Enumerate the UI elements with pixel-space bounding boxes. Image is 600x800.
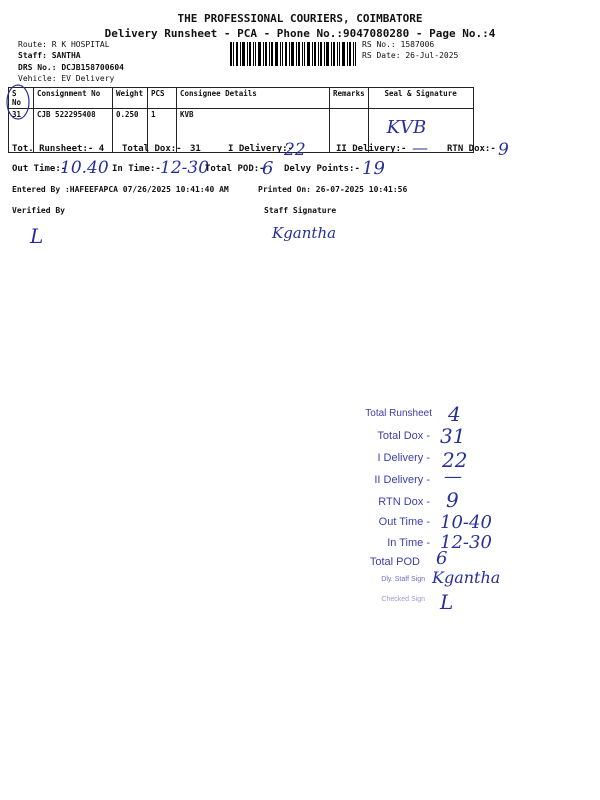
rs-number: RS No.: 1587006 [362,40,435,49]
ii-delivery-hand: — [412,138,428,157]
runsheet-subtitle: Delivery Runsheet - PCA - Phone No.:9047080280 - Page No.:4 [104,27,496,40]
stamp-label-i-delivery: I Delivery - [377,452,430,464]
barcode-image [230,42,356,66]
vehicle-text: Vehicle: EV Delivery [18,74,115,83]
staff-signature-hand: Kgantha [272,224,337,242]
total-pod-hand: 6 [262,158,274,179]
ii-delivery-label: II Delivery:- [336,144,407,154]
col-signature-header: Seal & Signature [368,88,473,109]
stamp-label-ii-delivery: II Delivery - [374,474,430,486]
printed-on: Printed On: 26-07-2025 10:41:56 [258,185,408,194]
entered-by: Entered By :HAFEEFAPCA 07/26/2025 10:41:40 AM [12,185,229,194]
total-pod-label: Total POD:- [205,164,265,174]
col-consignment-header: Consignment No [34,88,113,109]
stamp-value-i-delivery: 22 [442,448,468,472]
stamp-value-staff-sign: Kgantha [432,568,501,587]
stamp-value-total-dox: 31 [440,424,466,448]
stamp-value-out-time: 10-40 [440,512,492,533]
in-time-label: In Time:- [112,164,161,174]
stamp-value-rtn-dox: 9 [446,488,459,512]
stamp-label-checked-sign: Checked Sign [381,596,425,603]
row-sno: 31 [9,109,34,153]
tot-runsheet: Tot. Runsheet:- 4 [12,144,105,154]
stamp-label-total-runsheet: Total Runsheet [365,408,432,419]
col-sno-header: S No [9,88,34,109]
verified-mark: L [30,224,44,248]
i-delivery-label: I Delivery:- [228,144,294,154]
row-consignee: KVB [177,109,330,153]
delvy-points-label: Delvy Points:- [284,164,360,174]
delvy-points-hand: 19 [362,158,385,179]
rtn-dox-label: RTN Dox:- [447,144,496,154]
staff-signature-label: Staff Signature [264,206,337,215]
sno-circle-mark [4,82,34,122]
table-header-row [9,88,474,109]
stamp-label-rtn-dox: RTN Dox - [378,496,430,508]
row-consignment: CJB 522295408 [34,109,113,153]
stamp-label-out-time: Out Time - [378,516,430,528]
drs-number: DRS No.: DCJB158700604 [18,63,124,72]
route-text: Route: R K HOSPITAL [18,40,110,49]
col-consignee-header: Consignee Details [177,88,330,109]
stamp-value-total-runsheet: 4 [448,402,461,426]
col-weight-header: Weight [113,88,148,109]
col-pcs-header: PCS [148,88,177,109]
rs-date: RS Date: 26-Jul-2025 [362,51,459,60]
signature-handwriting: KVB [386,117,427,138]
stamp-value-checked-sign: L [440,590,454,614]
col-remarks-header: Remarks [330,88,369,109]
stamp-label-staff-sign: Dly. Staff Sign [381,576,425,583]
company-title: THE PROFESSIONAL COURIERS, COIMBATORE [177,12,423,25]
staff-text: Staff: SANTHA [18,51,81,60]
verified-by-label: Verified By [12,206,65,215]
stamp-value-total-pod: 6 [436,548,448,569]
in-time-hand: 12-30 [160,158,210,178]
stamp-value-ii-delivery: — [444,466,462,487]
row-weight: 0.250 [113,109,148,153]
total-dox-label: Total Dox:- [122,144,182,154]
stamp-label-in-time: In Time - [387,537,430,549]
i-delivery-hand: 22 [284,140,306,160]
stamp-value-in-time: 12-30 [440,532,492,553]
total-dox-value: 31 [190,144,201,154]
row-pcs: 1 [148,109,177,153]
out-time-label: Out Time:- [12,164,67,174]
stamp-label-total-pod: Total POD [369,556,420,568]
stamp-label-total-dox: Total Dox - [377,430,430,442]
rtn-dox-hand: 9 [498,140,509,160]
out-time-hand: 10.40 [60,158,109,178]
